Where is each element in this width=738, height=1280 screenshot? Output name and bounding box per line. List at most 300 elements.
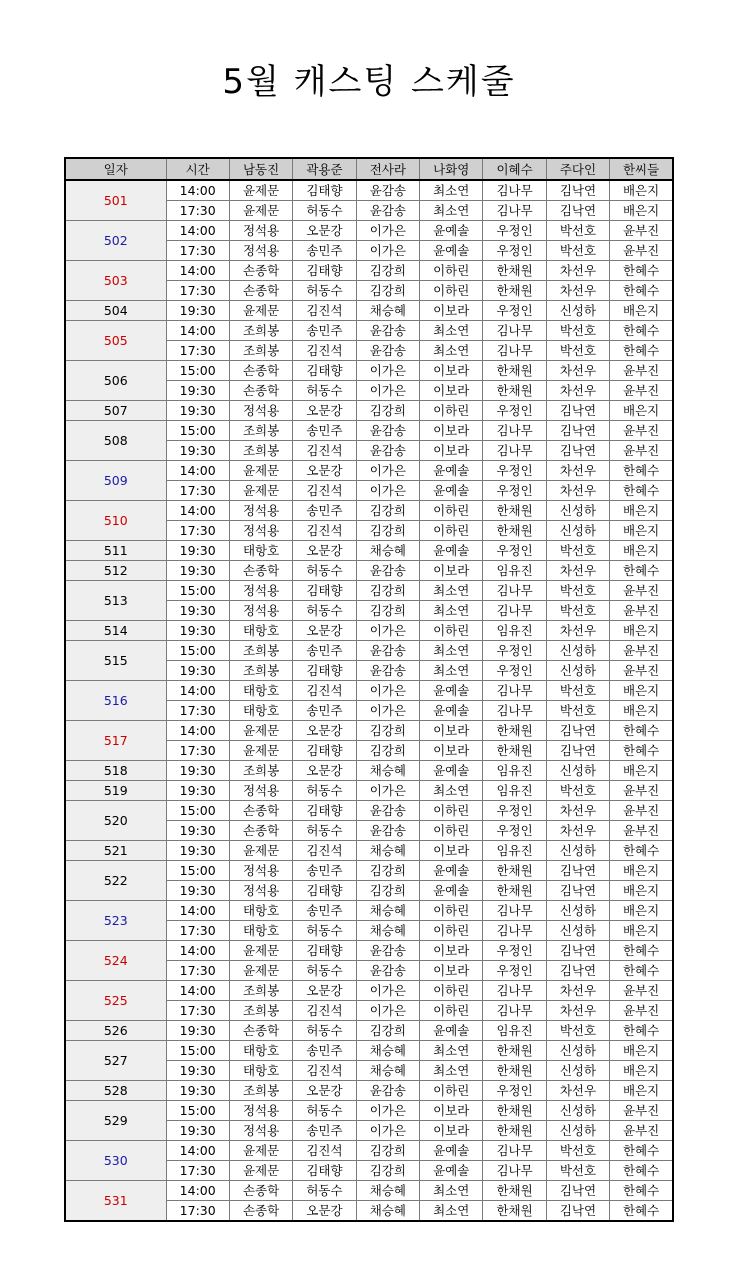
date-cell: 520 [65,801,166,841]
cast-cell: 한혜수 [610,481,673,501]
cast-cell: 윤부진 [610,641,673,661]
cast-cell: 김강희 [356,281,419,301]
cast-cell: 이보라 [420,301,483,321]
cast-cell: 박선호 [546,541,609,561]
cast-cell: 차선우 [546,561,609,581]
time-cell: 14:00 [166,941,229,961]
cast-cell: 태항호 [229,901,292,921]
cast-cell: 김강희 [356,501,419,521]
time-cell: 14:00 [166,501,229,521]
cast-cell: 김진석 [293,841,356,861]
header-role-1: 남동진 [229,158,292,180]
cast-cell: 이보라 [420,381,483,401]
cast-cell: 우정인 [483,401,546,421]
schedule-row [65,761,673,781]
cast-cell: 한혜수 [610,961,673,981]
cast-cell: 윤부진 [610,441,673,461]
cast-cell: 김낙연 [546,201,609,221]
cast-cell: 한혜수 [610,1141,673,1161]
cast-cell: 채승혜 [356,1181,419,1201]
cast-cell: 송민주 [293,901,356,921]
date-cell: 522 [65,861,166,901]
cast-cell: 조희봉 [229,421,292,441]
cast-cell: 김낙연 [546,861,609,881]
cast-cell: 윤감송 [356,941,419,961]
cast-cell: 차선우 [546,261,609,281]
cast-cell: 이가은 [356,461,419,481]
cast-cell: 손종학 [229,1201,292,1222]
cast-cell: 이보라 [420,361,483,381]
cast-cell: 배은지 [610,621,673,641]
cast-cell: 배은지 [610,921,673,941]
cast-cell: 윤감송 [356,661,419,681]
cast-cell: 한혜수 [610,1161,673,1181]
cast-cell: 이하린 [420,501,483,521]
cast-cell: 김강희 [356,601,419,621]
cast-cell: 한혜수 [610,261,673,281]
cast-cell: 윤감송 [356,961,419,981]
cast-cell: 윤감송 [356,641,419,661]
cast-cell: 윤부진 [610,781,673,801]
schedule-row [65,321,673,341]
time-cell: 17:30 [166,341,229,361]
cast-cell: 이보라 [420,1101,483,1121]
date-cell: 511 [65,541,166,561]
cast-cell: 한혜수 [610,1181,673,1201]
cast-cell: 김진석 [293,441,356,461]
cast-cell: 최소연 [420,1061,483,1081]
date-cell: 513 [65,581,166,621]
cast-cell: 배은지 [610,501,673,521]
time-cell: 17:30 [166,1201,229,1222]
time-cell: 19:30 [166,441,229,461]
cast-cell: 김나무 [483,681,546,701]
cast-cell: 배은지 [610,1041,673,1061]
cast-cell: 우정인 [483,221,546,241]
time-cell: 17:30 [166,741,229,761]
cast-cell: 허동수 [293,961,356,981]
cast-cell: 윤부진 [610,221,673,241]
cast-cell: 윤감송 [356,201,419,221]
cast-cell: 송민주 [293,1041,356,1061]
cast-cell: 윤예솔 [420,681,483,701]
time-cell: 14:00 [166,681,229,701]
cast-cell: 윤제문 [229,721,292,741]
schedule-row [65,461,673,481]
cast-cell: 차선우 [546,1081,609,1101]
cast-cell: 한혜수 [610,341,673,361]
cast-cell: 허동수 [293,1181,356,1201]
cast-cell: 배은지 [610,521,673,541]
header-role-6: 주다인 [546,158,609,180]
cast-cell: 한채원 [483,281,546,301]
cast-cell: 배은지 [610,1061,673,1081]
cast-cell: 한채원 [483,381,546,401]
date-cell: 512 [65,561,166,581]
date-cell: 510 [65,501,166,541]
schedule-row [65,901,673,921]
time-cell: 15:00 [166,1041,229,1061]
cast-cell: 차선우 [546,821,609,841]
cast-cell: 윤예솔 [420,761,483,781]
cast-cell: 허동수 [293,1101,356,1121]
schedule-row [65,1081,673,1101]
cast-cell: 신성하 [546,301,609,321]
cast-cell: 허동수 [293,381,356,401]
cast-cell: 태항호 [229,681,292,701]
cast-cell: 이가은 [356,481,419,501]
page-title: 5월 캐스팅 스케줄 [222,62,516,102]
schedule-row [65,641,673,661]
cast-cell: 김낙연 [546,881,609,901]
cast-cell: 임유진 [483,1021,546,1041]
cast-cell: 배은지 [610,401,673,421]
cast-cell: 김낙연 [546,941,609,961]
cast-cell: 이하린 [420,1001,483,1021]
cast-cell: 박선호 [546,781,609,801]
cast-cell: 정석용 [229,501,292,521]
cast-cell: 신성하 [546,1061,609,1081]
cast-cell: 김태향 [293,941,356,961]
cast-cell: 조희봉 [229,661,292,681]
cast-cell: 김낙연 [546,1201,609,1222]
cast-cell: 최소연 [420,1201,483,1222]
cast-cell: 배은지 [610,180,673,201]
cast-cell: 정석용 [229,221,292,241]
cast-cell: 한혜수 [610,941,673,961]
cast-cell: 우정인 [483,461,546,481]
cast-cell: 오문강 [293,761,356,781]
date-cell: 516 [65,681,166,721]
cast-cell: 손종학 [229,1181,292,1201]
cast-cell: 박선호 [546,221,609,241]
cast-cell: 한혜수 [610,841,673,861]
cast-cell: 송민주 [293,1121,356,1141]
cast-cell: 배은지 [610,1081,673,1101]
cast-cell: 송민주 [293,861,356,881]
cast-cell: 김나무 [483,921,546,941]
cast-cell: 김낙연 [546,721,609,741]
time-cell: 17:30 [166,241,229,261]
cast-cell: 손종학 [229,261,292,281]
cast-cell: 이보라 [420,961,483,981]
time-cell: 19:30 [166,661,229,681]
cast-cell: 김나무 [483,421,546,441]
cast-cell: 김나무 [483,321,546,341]
cast-cell: 신성하 [546,1041,609,1061]
cast-cell: 윤감송 [356,561,419,581]
schedule-row [65,401,673,421]
cast-cell: 윤부진 [610,801,673,821]
cast-cell: 배은지 [610,201,673,221]
cast-cell: 윤부진 [610,361,673,381]
cast-cell: 한채원 [483,261,546,281]
cast-cell: 우정인 [483,241,546,261]
time-cell: 19:30 [166,881,229,901]
cast-cell: 최소연 [420,321,483,341]
cast-cell: 한혜수 [610,321,673,341]
time-cell: 14:00 [166,721,229,741]
cast-cell: 조희봉 [229,441,292,461]
date-cell: 506 [65,361,166,401]
cast-cell: 한채원 [483,1181,546,1201]
schedule-row [65,841,673,861]
cast-cell: 허동수 [293,821,356,841]
date-cell: 507 [65,401,166,421]
schedule-row [65,801,673,821]
cast-cell: 오문강 [293,621,356,641]
cast-cell: 박선호 [546,701,609,721]
date-cell: 531 [65,1181,166,1222]
cast-cell: 우정인 [483,821,546,841]
cast-cell: 이하린 [420,1081,483,1101]
date-cell: 509 [65,461,166,501]
cast-cell: 송민주 [293,641,356,661]
cast-cell: 손종학 [229,801,292,821]
time-cell: 19:30 [166,761,229,781]
cast-cell: 배은지 [610,701,673,721]
cast-cell: 김강희 [356,861,419,881]
schedule-row [65,221,673,241]
cast-cell: 신성하 [546,1121,609,1141]
date-cell: 505 [65,321,166,361]
header-role-3: 전사라 [356,158,419,180]
cast-cell: 김낙연 [546,180,609,201]
date-cell: 529 [65,1101,166,1141]
cast-cell: 임유진 [483,561,546,581]
cast-cell: 이가은 [356,621,419,641]
cast-cell: 김강희 [356,1021,419,1041]
cast-cell: 정석용 [229,521,292,541]
cast-cell: 윤제문 [229,961,292,981]
schedule-row [65,581,673,601]
cast-cell: 태항호 [229,921,292,941]
cast-cell: 정석용 [229,781,292,801]
date-cell: 502 [65,221,166,261]
cast-cell: 배은지 [610,541,673,561]
cast-cell: 윤예솔 [420,701,483,721]
cast-cell: 윤예솔 [420,481,483,501]
cast-cell: 박선호 [546,1141,609,1161]
cast-cell: 김태향 [293,661,356,681]
cast-cell: 김낙연 [546,741,609,761]
cast-cell: 이보라 [420,721,483,741]
cast-cell: 김강희 [356,1161,419,1181]
cast-cell: 이하린 [420,901,483,921]
cast-cell: 우정인 [483,301,546,321]
cast-cell: 김낙연 [546,1181,609,1201]
cast-cell: 한채원 [483,881,546,901]
cast-cell: 우정인 [483,941,546,961]
cast-cell: 최소연 [420,341,483,361]
cast-cell: 한채원 [483,1201,546,1222]
cast-cell: 윤부진 [610,1001,673,1021]
cast-cell: 박선호 [546,321,609,341]
cast-cell: 한채원 [483,501,546,521]
cast-cell: 배은지 [610,761,673,781]
cast-cell: 채승혜 [356,921,419,941]
cast-cell: 임유진 [483,761,546,781]
cast-cell: 김진석 [293,1061,356,1081]
cast-cell: 임유진 [483,781,546,801]
cast-cell: 정석용 [229,241,292,261]
cast-cell: 윤감송 [356,421,419,441]
cast-cell: 김강희 [356,581,419,601]
cast-cell: 최소연 [420,201,483,221]
time-cell: 19:30 [166,541,229,561]
time-cell: 19:30 [166,381,229,401]
time-cell: 17:30 [166,1001,229,1021]
schedule-row [65,621,673,641]
cast-cell: 차선우 [546,481,609,501]
cast-cell: 김나무 [483,441,546,461]
cast-cell: 김태향 [293,741,356,761]
cast-cell: 김강희 [356,721,419,741]
cast-cell: 허동수 [293,561,356,581]
schedule-row [65,1041,673,1061]
cast-cell: 신성하 [546,841,609,861]
cast-cell: 윤제문 [229,1161,292,1181]
cast-cell: 김나무 [483,1161,546,1181]
date-cell: 504 [65,301,166,321]
cast-cell: 조희봉 [229,761,292,781]
cast-cell: 윤제문 [229,841,292,861]
cast-cell: 이하린 [420,981,483,1001]
time-cell: 19:30 [166,401,229,421]
time-cell: 17:30 [166,701,229,721]
time-cell: 19:30 [166,1021,229,1041]
cast-cell: 윤감송 [356,341,419,361]
cast-cell: 윤제문 [229,180,292,201]
cast-cell: 한혜수 [610,1201,673,1222]
cast-cell: 윤제문 [229,481,292,501]
cast-cell: 신성하 [546,1101,609,1121]
cast-cell: 정석용 [229,881,292,901]
cast-cell: 채승혜 [356,541,419,561]
schedule-row [65,180,673,201]
cast-cell: 이가은 [356,221,419,241]
cast-cell: 김강희 [356,1141,419,1161]
date-cell: 517 [65,721,166,761]
cast-cell: 채승혜 [356,301,419,321]
cast-cell: 이보라 [420,421,483,441]
header-role-4: 나화영 [420,158,483,180]
cast-cell: 이하린 [420,801,483,821]
cast-cell: 최소연 [420,1181,483,1201]
cast-cell: 신성하 [546,921,609,941]
cast-cell: 차선우 [546,281,609,301]
cast-cell: 김진석 [293,1141,356,1161]
schedule-body [65,180,673,1221]
cast-cell: 윤제문 [229,941,292,961]
time-cell: 19:30 [166,561,229,581]
cast-cell: 최소연 [420,661,483,681]
schedule-row [65,561,673,581]
time-cell: 14:00 [166,261,229,281]
cast-cell: 이가은 [356,781,419,801]
cast-cell: 신성하 [546,901,609,921]
cast-cell: 이가은 [356,981,419,1001]
cast-cell: 이보라 [420,1121,483,1141]
cast-cell: 한채원 [483,1101,546,1121]
time-cell: 19:30 [166,781,229,801]
date-cell: 525 [65,981,166,1021]
time-cell: 17:30 [166,281,229,301]
cast-cell: 송민주 [293,421,356,441]
cast-cell: 최소연 [420,1041,483,1061]
cast-cell: 배은지 [610,901,673,921]
cast-cell: 이하린 [420,261,483,281]
time-cell: 19:30 [166,301,229,321]
schedule-row [65,941,673,961]
cast-cell: 배은지 [610,301,673,321]
cast-cell: 한혜수 [610,741,673,761]
time-cell: 14:00 [166,321,229,341]
cast-cell: 손종학 [229,361,292,381]
cast-cell: 정석용 [229,1121,292,1141]
cast-cell: 김나무 [483,201,546,221]
cast-cell: 허동수 [293,201,356,221]
cast-cell: 김나무 [483,601,546,621]
cast-cell: 김진석 [293,521,356,541]
cast-cell: 오문강 [293,221,356,241]
cast-cell: 박선호 [546,1021,609,1041]
cast-cell: 조희봉 [229,981,292,1001]
cast-cell: 김낙연 [546,401,609,421]
schedule-row [65,681,673,701]
cast-cell: 윤예솔 [420,221,483,241]
cast-cell: 윤제문 [229,741,292,761]
header-date: 일자 [65,158,166,180]
cast-cell: 김태향 [293,180,356,201]
cast-cell: 한채원 [483,861,546,881]
cast-cell: 윤제문 [229,1141,292,1161]
cast-cell: 태항호 [229,1061,292,1081]
cast-cell: 차선우 [546,461,609,481]
cast-cell: 윤부진 [610,661,673,681]
cast-cell: 윤부진 [610,241,673,261]
cast-cell: 박선호 [546,241,609,261]
cast-cell: 배은지 [610,681,673,701]
cast-cell: 송민주 [293,701,356,721]
cast-cell: 태항호 [229,701,292,721]
cast-cell: 최소연 [420,781,483,801]
time-cell: 14:00 [166,981,229,1001]
cast-cell: 김강희 [356,261,419,281]
cast-cell: 채승혜 [356,841,419,861]
cast-cell: 최소연 [420,601,483,621]
cast-cell: 정석용 [229,581,292,601]
date-cell: 523 [65,901,166,941]
cast-cell: 정석용 [229,401,292,421]
header-role-5: 이혜수 [483,158,546,180]
time-cell: 14:00 [166,221,229,241]
cast-cell: 배은지 [610,881,673,901]
cast-cell: 정석용 [229,861,292,881]
time-cell: 19:30 [166,821,229,841]
cast-cell: 윤감송 [356,801,419,821]
cast-cell: 최소연 [420,180,483,201]
cast-cell: 한채원 [483,1061,546,1081]
cast-cell: 윤감송 [356,180,419,201]
cast-cell: 허동수 [293,921,356,941]
cast-cell: 윤부진 [610,1101,673,1121]
cast-cell: 차선우 [546,361,609,381]
cast-cell: 우정인 [483,661,546,681]
cast-cell: 윤부진 [610,1121,673,1141]
cast-cell: 오문강 [293,721,356,741]
cast-cell: 윤예솔 [420,1141,483,1161]
